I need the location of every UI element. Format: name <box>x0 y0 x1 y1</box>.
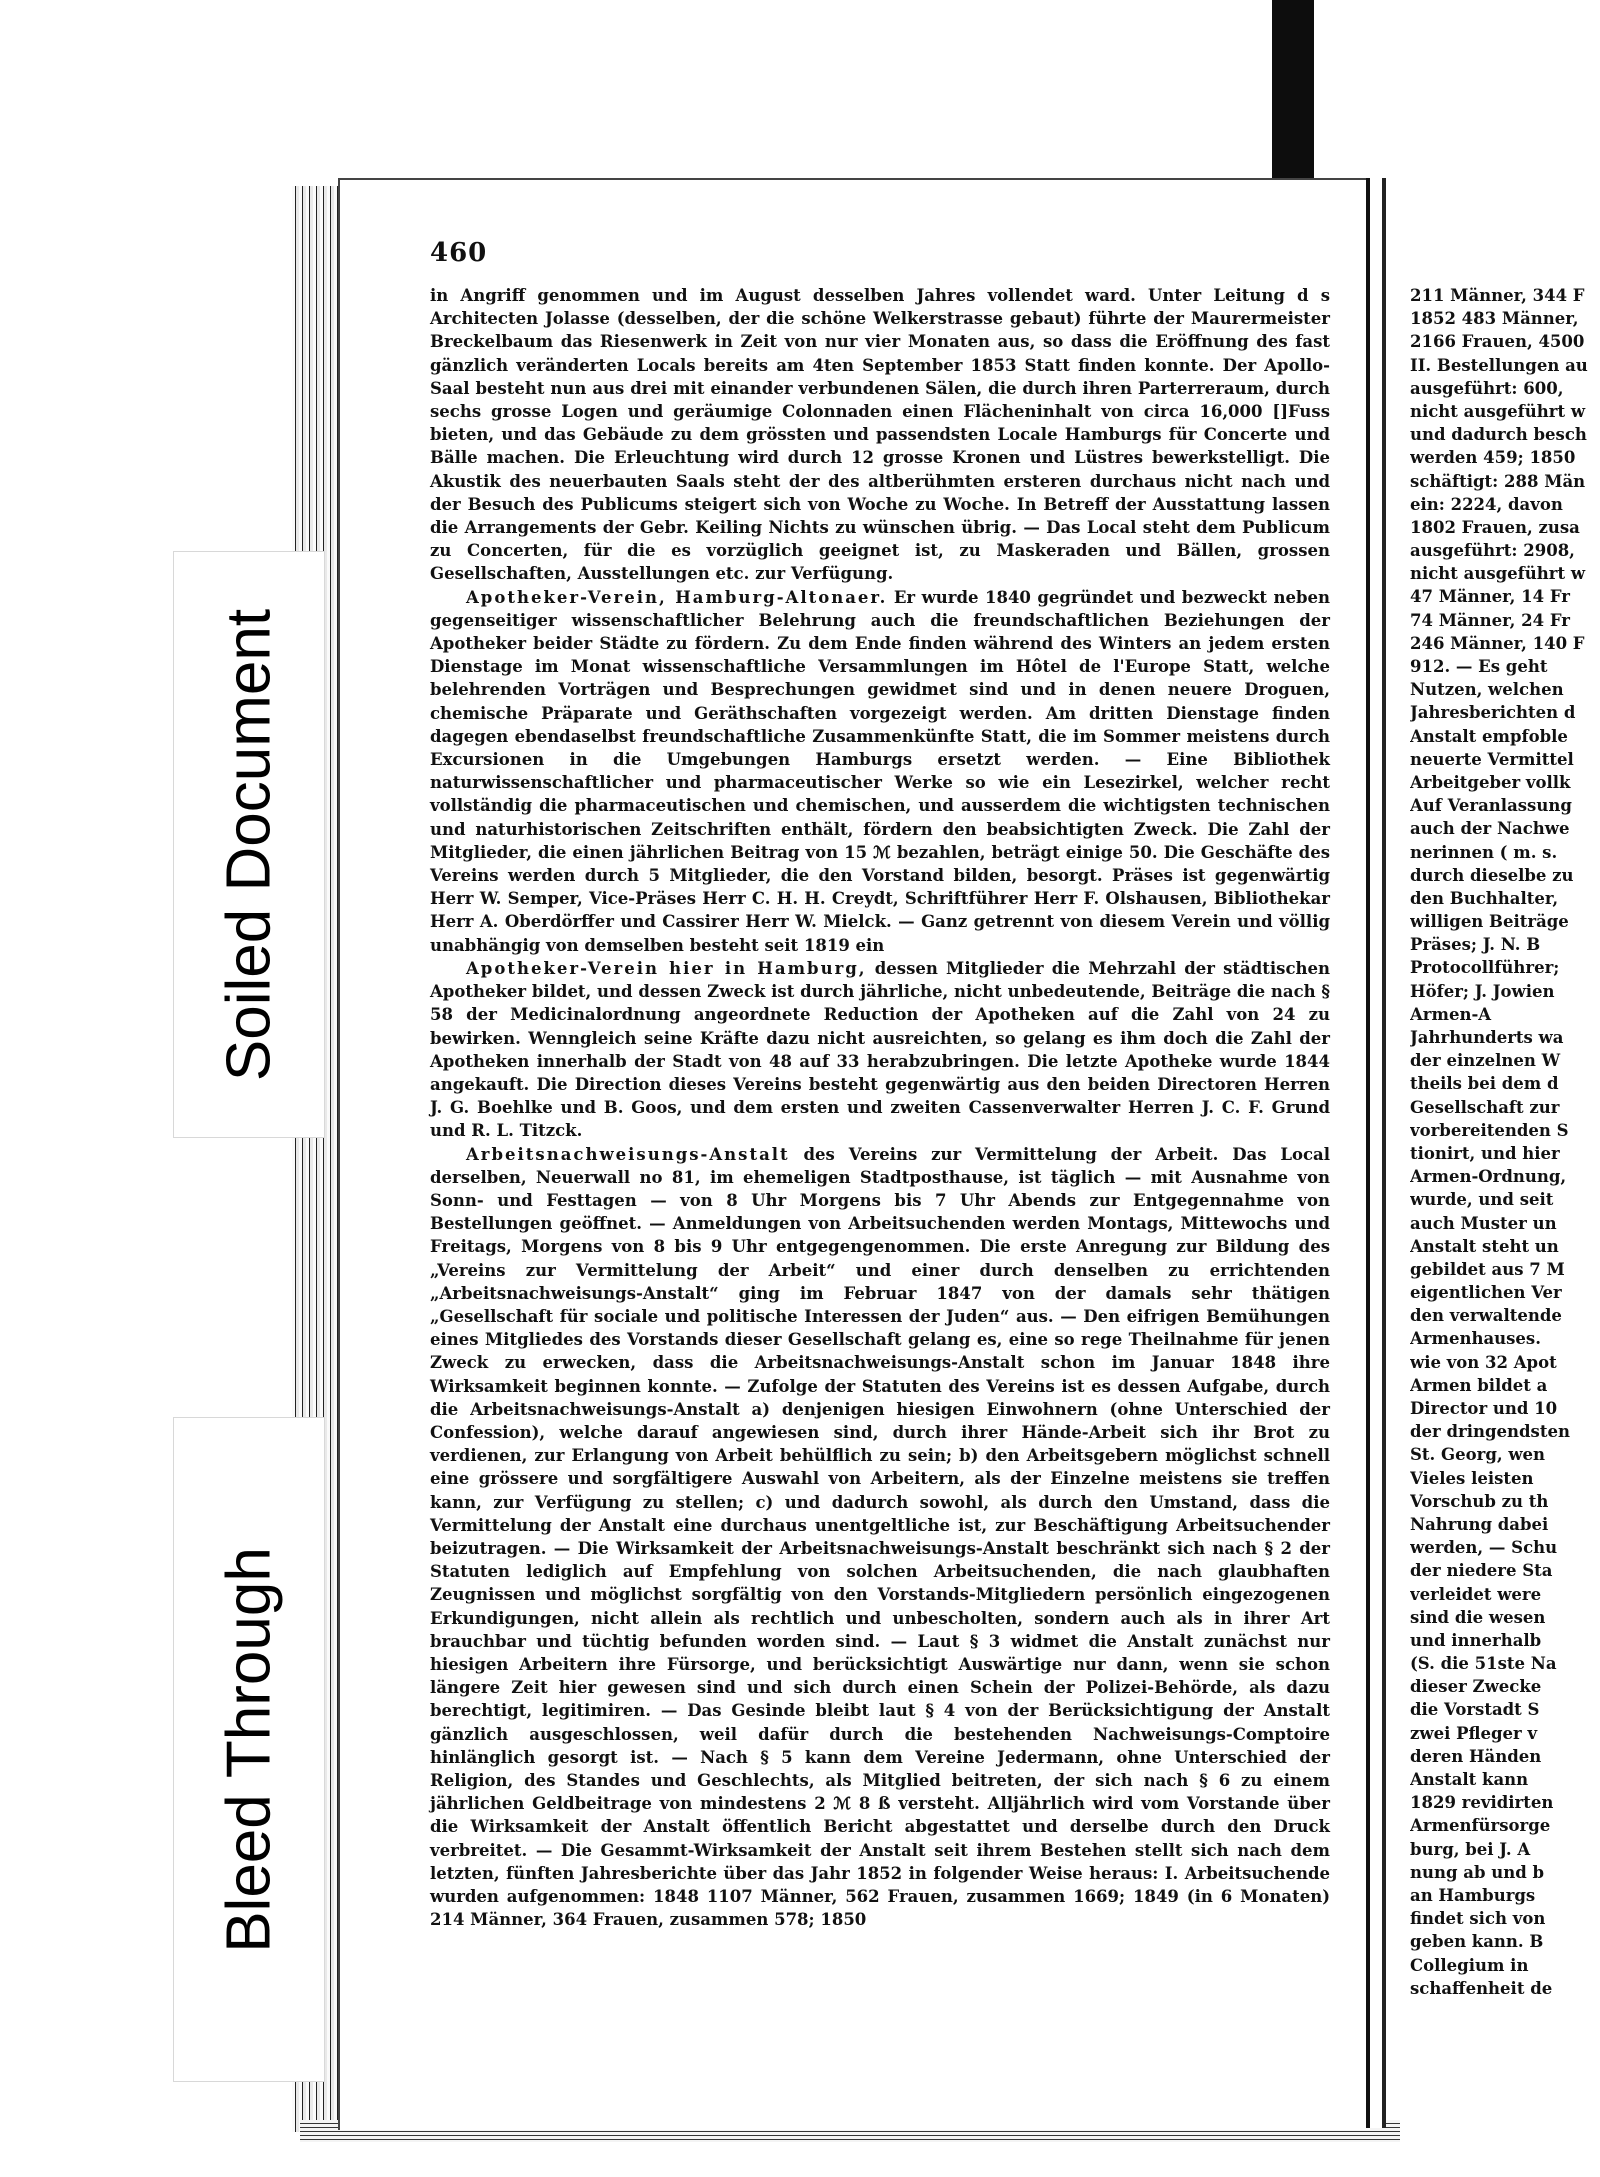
right-column-line: Anstalt kann <box>1410 1770 1529 1789</box>
section-heading: Arbeitsnachweisungs-Anstalt <box>466 1144 790 1164</box>
paragraph-apotheker-verein-altona <box>430 586 1330 957</box>
right-column-line: Gesellschaft zur <box>1410 1097 1560 1117</box>
paragraph-body: Er wurde 1840 gegründet und bezweckt neben gegenseitiger wissenschaftlicher Belehrung auch die freundschaftlichen Beziehungen der Apotheker beider Städte zu fördern. Zu dem Ende finden während des Winters an jedem ersten Dienstage im Monat wissenschaftliche Versammlungen im Hôtel de l'Europe Statt, welche belehrenden Vorträgen und Besprechungen gewidmet sind und in denen neuere Droguen, chemische Präparate und Geräthschaften vorgezeigt werden. Am dritten Dienstage finden dagegen ebendaselbst freundschaftliche Zusammenkünfte Statt, die im Sommer meistens durch Excursionen in die Umgebungen Hamburgs ersetzt werden. — Eine Bibliothek naturwissenschaftlicher und pharmaceutischer Werke so wie ein Lesezirkel, welcher recht vollständig die pharmaceutischen und chemischen, und ausserdem die wichtigsten technischen und naturhistorischen Zeitschriften enthält, fördern den beabsichtigten Zweck. Die Zahl der Mitglieder, die einen jährlichen Beitrag von 15 ℳ bezahlen, beträgt einige 50. Die Geschäfte des Vereins werden durch 5 Mitglieder, die den Vorstand bilden, besorgt. Präses ist gegenwärtig Herr W. Semper, Vice-Präses Herr C. H. H. Creydt, Schriftführer Herr F. Olshausen, Bibliothekar Herr A. Oberdörffer und Cassirer Herr W. Mielck. — Ganz getrennt von diesem Verein und völlig unabhängig von demselben besteht seit 1819 ein <box>430 587 1330 955</box>
right-column-line: 1852 483 Männer, <box>1410 309 1579 329</box>
right-column-line: Anstalt empfoble <box>1410 726 1568 746</box>
right-column-line: nerinnen ( m. s. <box>1410 842 1558 862</box>
right-column-line: Protocollführer; <box>1410 958 1560 978</box>
right-column-line: eigentlichen Ver <box>1410 1283 1562 1303</box>
right-column-line: 1802 Frauen, zusa <box>1410 517 1580 537</box>
right-column-line: schaffenheit de <box>1410 1978 1553 1998</box>
main-text-column <box>430 284 1330 2022</box>
right-column-line: Armen-Ordnung, <box>1410 1167 1567 1187</box>
right-column-line: Nahrung dabei <box>1410 1514 1549 1534</box>
right-column-line: 74 Männer, 24 Fr <box>1410 610 1570 630</box>
right-column-line: findet sich von <box>1410 1909 1546 1929</box>
binding-strip <box>1272 0 1314 180</box>
right-column-line: Armenhauses. <box>1410 1329 1541 1349</box>
right-column-line: zwei Pfleger v <box>1410 1723 1538 1743</box>
right-column-line: 912. — Es geht <box>1410 657 1548 676</box>
right-column-line: schäftigt: 288 Män <box>1410 471 1586 491</box>
right-column-line: die Vorstadt S <box>1410 1700 1540 1720</box>
right-column-line: den verwaltende <box>1410 1306 1562 1326</box>
right-column-line: durch dieselbe zu <box>1410 865 1574 885</box>
right-column-line: dieser Zwecke <box>1410 1677 1542 1697</box>
right-column-line: Vorschub zu th <box>1410 1491 1549 1511</box>
right-column-line: geben kann. B <box>1410 1932 1544 1952</box>
right-column-line: Jahrhunderts wa <box>1410 1028 1564 1047</box>
right-column-line: theils bei dem d <box>1410 1074 1559 1094</box>
right-column-line: nicht ausgeführt w <box>1410 564 1586 584</box>
right-column-line: ein: 2224, davon <box>1410 494 1563 514</box>
right-column-line: der niedere Sta <box>1410 1561 1553 1581</box>
right-column-line: 2166 Frauen, 4500 <box>1410 332 1585 352</box>
gutter-gap <box>1370 178 1382 2128</box>
right-column-line: auch Muster un <box>1410 1213 1557 1233</box>
right-page-edge <box>1382 178 1386 2128</box>
right-column-line: werden 459; 1850 <box>1410 448 1576 468</box>
paragraph-arbeitsnachweisungs-anstalt <box>430 1143 1330 1932</box>
right-column-line: Präses; J. N. B <box>1410 935 1541 955</box>
section-heading: Apotheker-Verein, Hamburg-Altonaer. <box>466 587 888 607</box>
right-column-line: Anstalt steht un <box>1410 1236 1559 1256</box>
paragraph-body: des Vereins zur Vermittelung der Arbeit. Das Local derselben, Neuerwall no 81, im ehemeligen Stadtposthause, ist täglich — mit Ausnahme von Sonn- und Festtagen — von 8 Uhr Morgens bis 7 Uhr Abends zur Entgegennahme von Bestellungen geöffnet. — Anmeldungen von Arbeitsuchenden werden Montags, Mittewochs und Freitags, Morgens von 8 bis 9 Uhr entgegengenommen. Die erste Anregung zur Bildung des „Vereins zur Vermittelung der Arbeit“ und einer durch denselben zu errichtenden „Arbeitsnachweisungs-Anstalt“ ging im Februar 1847 von der damals sehr thätigen „Gesellschaft für sociale und politische Interessen der Juden“ aus. — Den eifrigen Bemühungen eines Mitgliedes des Vorstands dieser Gesellschaft gelang es, eine so rege Theilnahme für jenen Zweck zu erwecken, dass die Arbeitsnachweisungs-Anstalt schon im Januar 1848 ihre Wirksamkeit beginnen konnte. — Zufolge der Statuten des Vereins ist es dessen Aufgabe, durch die Arbeitsnachweisungs-Anstalt a) denjenigen hiesigen Einwohnern (ohne Unterschied der Confession), welche darauf angewiesen sind, durch ihrer Hände-Arbeit sich ihr Brot zu verdienen, zur Erlangung von Arbeit behülflich zu sein; b) den Arbeitsgebern möglichst schnell eine grössere und sorgfältigere Auswahl von Arbeitern, als der Einzelne meistens sie treffen kann, zur Verfügung zu stellen; c) und dadurch sowohl, als durch den Umstand, dass die Vermittelung der Anstalt eine durchaus unentgeltliche ist, zur Beschäftigung Arbeitsuchender beizutragen. — Die Wirksamkeit der Arbeitsnachweisungs-Anstalt beschränkt sich nach § 2 der Statuten lediglich auf Empfehlung von solchen Arbeitsuchenden, die nach glaubhaften Zeugnissen und möglichst sorgfältig von den Vorstands-Mitgliedern persönlich eingezogenen Erkundigungen, nicht allein als rechtlich und unbescholten, sondern auch als in ihrer Art brauchbar und tüchtig befunden worden sind. — Laut § 3 widmet die Anstalt zunächst nur hiesigen Arbeitern ihre Fürsorge, und berücksichtigt Auswärtige nur dann, wenn sie schon längere Zeit hier gewesen sind und sich durch einen Schein der Polizei-Behörde, als dazu berechtigt, legitimiren. — Das Gesinde bleibt laut § 4 von der Berücksichtigung der Anstalt gänzlich ausgeschlossen, weil dafür durch die bestehenden Nachweisungs-Comptoire hinlänglich gesorgt ist. — Nach § 5 kann dem Vereine Jedermann, ohne Unterschied der Religion, des Standes und Geschlechts, als Mitglied beitreten, der sich nach § 6 zu einem jährlichen Geldbeitrage von mindestens 2 ℳ 8 ß versteht. Alljährlich wird vom Vorstande über die Wirksamkeit der Anstalt öffentlich Bericht abgestattet und derselbe durch den Druck verbreitet. — Die Gesammt-Wirksamkeit der Anstalt seit ihrem Bestehen stellt sich nach dem letzten, fünften Jahresberichte über das Jahr 1852 in folgender Weise heraus: I. Arbeitsuchende wurden aufgenommen: 1848 1107 Männer, 562 Frauen, zusammen 1669; 1849 (in 6 Monaten) 214 Männer, 364 Frauen, zusammen 578; 1850 <box>430 1144 1330 1930</box>
right-column-line: Auf Veranlassung <box>1410 796 1572 816</box>
right-column-line: der einzelnen W <box>1410 1051 1561 1071</box>
right-column-line: Höfer; J. Jowien <box>1410 981 1555 1001</box>
right-column-line: Collegium in <box>1410 1955 1529 1975</box>
right-column-line: sind die wesen <box>1410 1607 1546 1627</box>
right-column-line: burg, bei J. A <box>1410 1839 1531 1859</box>
right-column-line: 246 Männer, 140 F <box>1410 633 1585 653</box>
paragraph-body: dessen Mitglieder die Mehrzahl der städtischen Apotheker bildet, und dessen Zweck ist durch jährliche, nicht unbedeutende, Beiträge die nach § 58 der Medicinalordnung angeordnete Reduction der Apotheken auf die Zahl von 24 zu bewirken. Wenngleich seine Kräfte dazu nicht ausreichten, so gelang es ihm doch die Zahl der Apotheken innerhalb der Stadt von 48 auf 33 herabzubringen. Die letzte Apotheke wurde 1844 angekauft. Die Direction dieses Vereins besteht gegenwärtig aus den beiden Directoren Herren J. G. Boehlke und B. Goos, und dem ersten und zweiten Cassenverwalter Herren J. C. F. Grund und R. L. Titzck. <box>430 958 1331 1141</box>
bleed-through-tag <box>174 1418 324 2081</box>
section-heading: Apotheker-Verein hier in Hamburg, <box>466 958 867 978</box>
right-column-line: Vieles leisten <box>1410 1468 1534 1488</box>
right-column-line: wie von 32 Apot <box>1410 1352 1557 1372</box>
right-column-line: nung ab und b <box>1410 1862 1545 1882</box>
right-column-line: Armen bildet a <box>1410 1375 1548 1395</box>
right-column-line: wurde, und seit <box>1410 1190 1554 1210</box>
soiled-document-label: Soiled Document <box>214 608 284 1081</box>
right-column-line: werden, — Schu <box>1410 1538 1558 1558</box>
paragraph-apotheker-verein-hamburg <box>430 957 1330 1143</box>
right-column-line: tionirt, und hier <box>1410 1143 1560 1163</box>
right-column-line: neuerte Vermittel <box>1410 749 1574 769</box>
right-column-line: (S. die 51ste Na <box>1410 1654 1557 1674</box>
right-column-line: Armenfürsorge <box>1410 1816 1551 1836</box>
right-column-line: Nutzen, welchen <box>1410 680 1564 700</box>
right-column-line: II. Bestellungen au <box>1410 355 1588 375</box>
right-column-line: und dadurch besch <box>1410 425 1587 445</box>
soiled-document-tag <box>174 552 324 1137</box>
right-column-line: ausgeführt: 2908, <box>1410 541 1575 561</box>
right-column-line: 211 Männer, 344 F <box>1410 286 1585 305</box>
right-column-line: den Buchhalter, <box>1410 888 1559 908</box>
right-column-line: gebildet aus 7 M <box>1410 1259 1565 1279</box>
page-number: 460 <box>430 238 488 268</box>
right-column-line: willigen Beiträge <box>1410 912 1569 932</box>
right-column-line: und innerhalb <box>1410 1630 1542 1650</box>
right-column-line: Armen-A <box>1410 1004 1492 1024</box>
right-column-line: auch der Nachwe <box>1410 819 1570 839</box>
right-column-line: 1829 revidirten <box>1410 1793 1554 1813</box>
right-column-line: Jahresberichten d <box>1410 703 1576 723</box>
right-column-line: verleidet were <box>1410 1584 1542 1604</box>
paragraph-apollo-saal: in Angriff genommen und im August desselben Jahres vollendet ward. Unter Leitung d s Architecten Jolasse (desselben, der die schöne Welkerstrasse gebaut) führte der Maurermeister Breckelbaum das Riesenwerk in Zeit von nur vier Monaten aus, so dass die Eröffnung des fast gänzlich veränderten Locals bereits am 4ten September 1853 Statt finden konnte. Der Apollo-Saal besteht nun aus drei mit einander verbundenen Sälen, die durch ihren Parterreraum, durch sechs grosse Logen und geräumige Colonnaden einen Flächeninhalt von circa 16,000 []Fuss bieten, und das Gebäude zu dem grössten und passendsten Locale Hamburgs für Concerte und Bälle machen. Die Erleuchtung wird durch 12 grosse Kronen und Lüstres bewerkstelligt. Die Akustik des neuerbauten Saals steht der des altberühmten ersteren durchaus nicht nach und der Besuch des Publicums steigert sich von Woche zu Woche. In Betreff der Ausstattung lassen die Arrangements der Gebr. Keiling Nichts zu wünschen übrig. — Das Local steht dem Publicum zu Concerten, für die es vorzüglich geeignet ist, zu Maskeraden und Bällen, grossen Gesellschaften, Ausstellungen etc. zur Verfügung. <box>430 286 1330 584</box>
right-column-line: ausgeführt: 600, <box>1410 378 1564 398</box>
right-column-line: nicht ausgeführt w <box>1410 401 1586 421</box>
right-page-column <box>1410 284 1600 2022</box>
right-column-line: vorbereitenden S <box>1410 1120 1569 1140</box>
right-column-line: der dringendsten <box>1410 1422 1570 1442</box>
right-column-line: deren Händen <box>1410 1746 1542 1766</box>
right-column-line: an Hamburgs <box>1410 1885 1536 1905</box>
right-column-line: St. Georg, wen <box>1410 1445 1546 1465</box>
bleed-through-label: Bleed Through <box>214 1546 284 1953</box>
right-column-line: Arbeitgeber vollk <box>1410 772 1571 792</box>
right-column-line: 47 Männer, 14 Fr <box>1410 587 1570 607</box>
right-column-line: Director und 10 <box>1410 1399 1558 1418</box>
